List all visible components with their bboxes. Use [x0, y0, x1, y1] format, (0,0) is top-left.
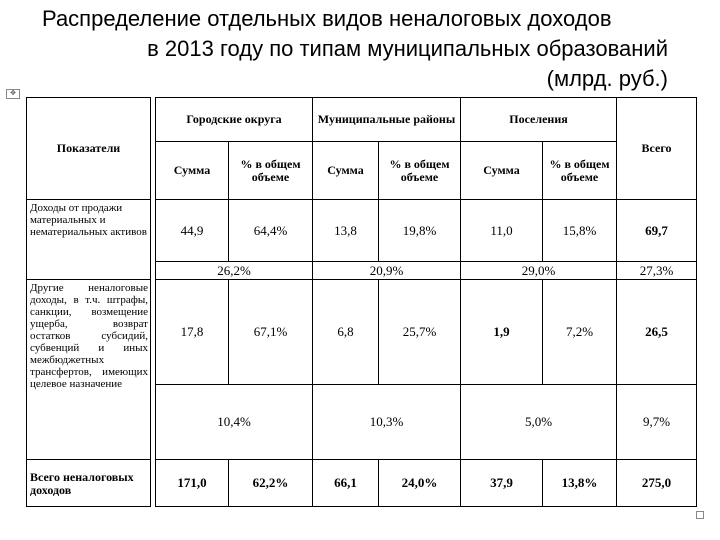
cell-go-pct-total: 62,2% [229, 460, 313, 507]
header-pos-share: % в общем объеме [543, 142, 617, 200]
table-anchor-icon[interactable]: ✥ [6, 89, 20, 99]
cell-mr-sum-total: 66,1 [313, 460, 379, 507]
cell-total: 69,7 [617, 200, 697, 262]
slide-title [20, 4, 668, 94]
share-mr: 20,9% [313, 262, 461, 280]
table-resize-handle-icon[interactable] [696, 511, 704, 519]
share-pos: 29,0% [461, 262, 617, 280]
cell-pos-pct: 7,2% [543, 280, 617, 385]
share-total: 9,7% [617, 385, 697, 460]
table-row [27, 280, 697, 385]
cell-go-sum-total: 171,0 [156, 460, 229, 507]
header-row-1 [27, 98, 697, 142]
header-pos-sum: Сумма [461, 142, 543, 200]
table-row [27, 200, 697, 262]
totals-row [27, 460, 697, 507]
cell-mr-sum: 13,8 [313, 200, 379, 262]
share-total: 27,3% [617, 262, 697, 280]
header-settlements: Поселения [461, 98, 617, 142]
share-go: 26,2% [156, 262, 313, 280]
cell-go-sum: 17,8 [156, 280, 229, 385]
cell-grand-total: 275,0 [617, 460, 697, 507]
share-go: 10,4% [156, 385, 313, 460]
cell-go-sum: 44,9 [156, 200, 229, 262]
cell-go-pct: 67,1% [229, 280, 313, 385]
header-total: Всего [617, 98, 697, 200]
row-label-total: Всего неналоговых доходов [27, 460, 151, 507]
cell-pos-pct: 15,8% [543, 200, 617, 262]
row-label-asset-sales: Доходы от продажи материальных и нематериальных активов [27, 200, 151, 280]
header-indicators [27, 98, 151, 200]
header-indicators-label: Показатели [56, 141, 121, 155]
title-line-1: Распределение отдельных видов неналоговых доходов [42, 6, 612, 31]
header-mr-sum: Сумма [313, 142, 379, 200]
share-pos: 5,0% [461, 385, 617, 460]
non-tax-revenue-table [26, 97, 697, 507]
cell-pos-sum-total: 37,9 [461, 460, 543, 507]
cell-mr-pct: 19,8% [379, 200, 461, 262]
header-urban-districts: Городские округа [156, 98, 313, 142]
cell-pos-pct-total: 13,8% [543, 460, 617, 507]
cell-mr-sum: 6,8 [313, 280, 379, 385]
cell-mr-pct-total: 24,0% [379, 460, 461, 507]
row-label-other-revenues: Другие неналоговые доходы, в т.ч. штрафы, санкции, возмещение ущерба, возврат остатков субсидий, субвенций и иных межбюджетных трансфертов, имеющих целевое назначение [27, 280, 151, 460]
cell-pos-sum: 11,0 [461, 200, 543, 262]
header-municipal-districts: Муниципальные районы [313, 98, 461, 142]
cell-pos-sum: 1,9 [461, 280, 543, 385]
cell-go-pct: 64,4% [229, 200, 313, 262]
share-mr: 10,3% [313, 385, 461, 460]
title-line-3: (млрд. руб.) [546, 66, 668, 91]
header-go-share: % в общем объеме [229, 142, 313, 200]
cell-total: 26,5 [617, 280, 697, 385]
title-line-2: в 2013 году по типам муниципальных образований [147, 36, 668, 61]
cell-mr-pct: 25,7% [379, 280, 461, 385]
header-mr-share: % в общем объеме [379, 142, 461, 200]
header-go-sum: Сумма [156, 142, 229, 200]
